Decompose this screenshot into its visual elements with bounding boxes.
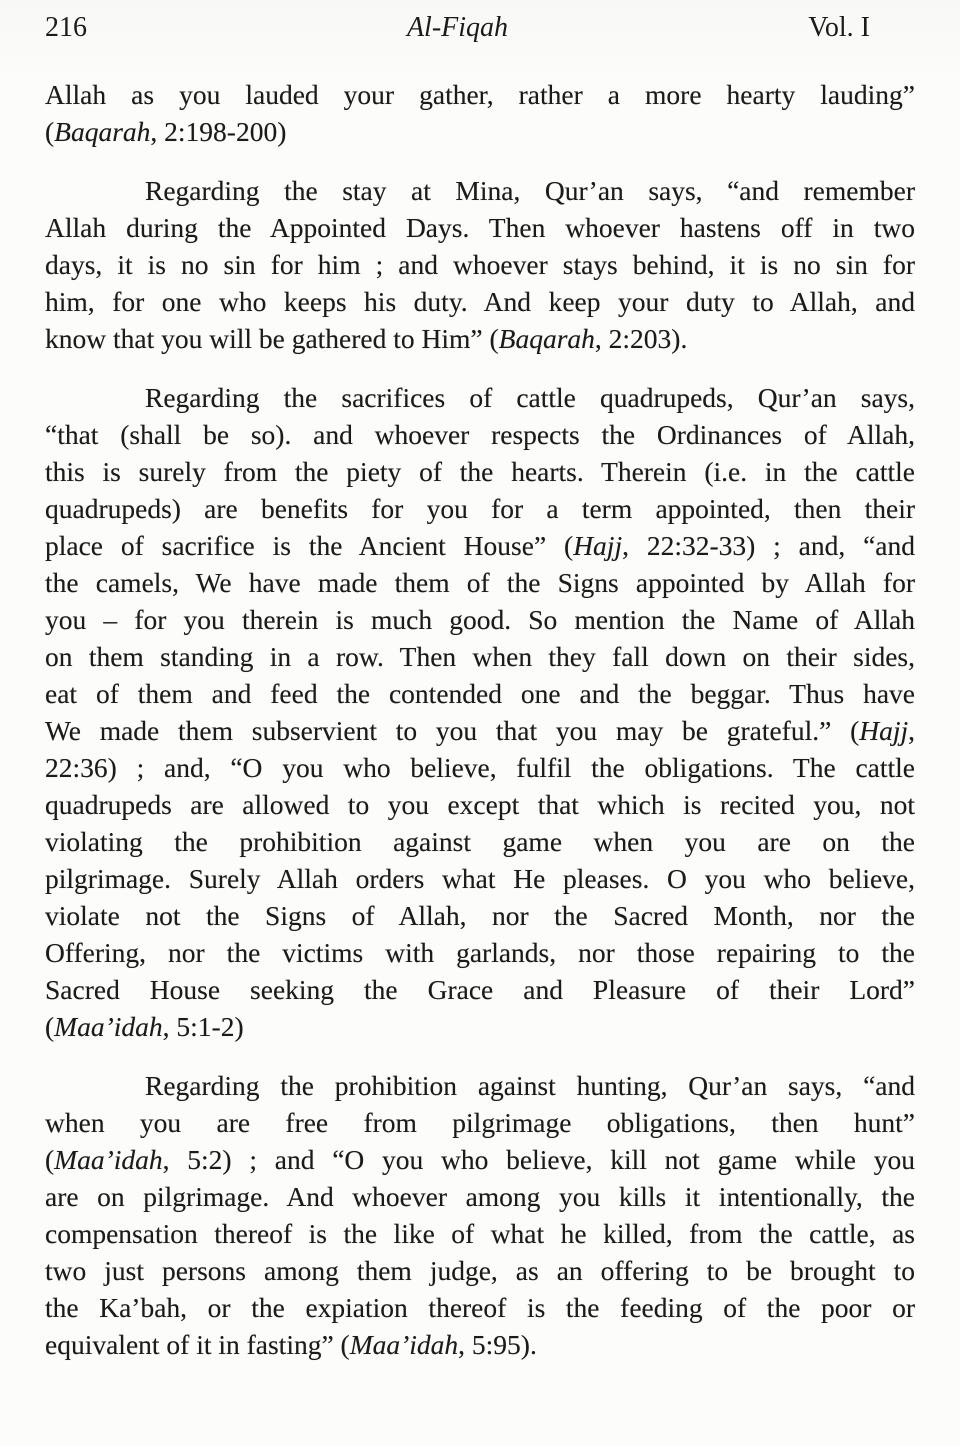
text-run: him, for one who keeps his duty. And keep your duty to Allah, and — [45, 286, 915, 317]
text-line — [45, 113, 915, 150]
citation-source: Maa’idah — [349, 1329, 459, 1360]
text-run: eat of them and feed the contended one and the beggar. Thus have — [45, 678, 915, 709]
text-line — [45, 860, 915, 897]
paragraph — [45, 1067, 915, 1363]
text-run: compensation thereof is the like of what he killed, from the cattle, as — [45, 1218, 915, 1249]
text-line — [45, 209, 915, 246]
text-run: pilgrimage. Surely Allah orders what He pleases. O you who believe, — [45, 863, 915, 894]
text-run: Offering, nor the victims with garlands, nor those repairing to the — [45, 937, 915, 968]
paragraph — [45, 76, 915, 150]
text-line — [45, 1104, 915, 1141]
text-line — [45, 320, 915, 357]
text-line — [45, 601, 915, 638]
text-run: this is surely from the piety of the hearts. Therein (i.e. in the cattle — [45, 456, 915, 487]
text-line — [45, 172, 915, 209]
paragraph — [45, 172, 915, 357]
text-line — [45, 527, 915, 564]
text-line — [45, 1008, 915, 1045]
text-line — [45, 490, 915, 527]
citation-source: Hajj — [859, 715, 909, 746]
text-run: 22:36) ; and, “O you who believe, fulfil the obligations. The cattle — [45, 752, 915, 783]
page-number: 216 — [45, 12, 87, 43]
text-line — [45, 749, 915, 786]
page-header — [45, 10, 915, 46]
text-run: , — [908, 715, 915, 746]
paragraph — [45, 379, 915, 1045]
text-run: Allah during the Appointed Days. Then whoever hastens off in two — [45, 212, 915, 243]
text-run: We made them subservient to you that you may be grateful.” ( — [45, 715, 860, 746]
text-run: , 2:203). — [594, 323, 688, 354]
text-run: , 5:95). — [458, 1329, 537, 1360]
text-line — [45, 453, 915, 490]
text-line — [45, 76, 915, 113]
text-line — [45, 712, 915, 749]
text-line — [45, 283, 915, 320]
text-run: Regarding the sacrifices of cattle quadrupeds, Qur’an says, — [145, 382, 915, 413]
text-run: ( — [45, 1144, 55, 1175]
text-run: quadrupeds are allowed to you except that which is recited you, not — [45, 789, 915, 820]
text-line — [45, 675, 915, 712]
text-run: two just persons among them judge, as an offering to be brought to — [45, 1255, 915, 1286]
text-run: when you are free from pilgrimage obligations, then hunt” — [45, 1107, 915, 1138]
text-run: , 22:32-33) ; and, “and — [622, 530, 915, 561]
text-run: Regarding the prohibition against hunting, Qur’an says, “and — [145, 1070, 915, 1101]
text-run: Allah as you lauded your gather, rather a more hearty lauding” — [45, 79, 915, 110]
text-run: the Ka’bah, or the expiation thereof is the feeding of the poor or — [45, 1292, 915, 1323]
text-run: equivalent of it in fasting” ( — [45, 1329, 350, 1360]
text-line — [45, 934, 915, 971]
text-line — [45, 379, 915, 416]
citation-source: Baqarah — [54, 116, 151, 147]
text-run: ( — [45, 1011, 55, 1042]
text-line — [45, 823, 915, 860]
text-run: ( — [45, 116, 55, 147]
text-line — [45, 246, 915, 283]
text-run: Regarding the stay at Mina, Qur’an says, “and remember — [145, 175, 915, 206]
text-line — [45, 1326, 915, 1363]
text-line — [45, 897, 915, 934]
text-run: , 5:1-2) — [162, 1011, 244, 1042]
text-run: you – for you therein is much good. So mention the Name of Allah — [45, 604, 915, 635]
text-run: “that (shall be so). and whoever respects the Ordinances of Allah, — [45, 419, 915, 450]
page-body — [45, 76, 915, 1363]
text-run: violate not the Signs of Allah, nor the Sacred Month, nor the — [45, 900, 915, 931]
text-line — [45, 1178, 915, 1215]
volume-label: Vol. I — [808, 12, 870, 43]
text-line — [45, 1215, 915, 1252]
text-run: quadrupeds) are benefits for you for a term appointed, then their — [45, 493, 915, 524]
text-run: violating the prohibition against game when you are on the — [45, 826, 915, 857]
text-line — [45, 1252, 915, 1289]
text-run: , 5:2) ; and “O you who believe, kill not game while you — [162, 1144, 915, 1175]
text-run: on them standing in a row. Then when they fall down on their sides, — [45, 641, 915, 672]
text-run: the camels, We have made them of the Signs appointed by Allah for — [45, 567, 915, 598]
text-line — [45, 638, 915, 675]
citation-source: Maa’idah — [54, 1011, 163, 1042]
text-run: Sacred House seeking the Grace and Pleasure of their Lord” — [45, 974, 915, 1005]
text-line — [45, 786, 915, 823]
text-line — [45, 1067, 915, 1104]
text-line — [45, 971, 915, 1008]
citation-source: Hajj — [573, 530, 623, 561]
text-run: days, it is no sin for him ; and whoever stays behind, it is no sin for — [45, 249, 915, 280]
text-run: place of sacrifice is the Ancient House” ( — [45, 530, 574, 561]
text-line — [45, 564, 915, 601]
text-line — [45, 1141, 915, 1178]
book-title: Al-Fiqah — [406, 12, 509, 43]
text-line — [45, 1289, 915, 1326]
citation-source: Baqarah — [498, 323, 595, 354]
text-run: , 2:198-200) — [150, 116, 287, 147]
citation-source: Maa’idah — [54, 1144, 163, 1175]
text-line — [45, 416, 915, 453]
text-run: are on pilgrimage. And whoever among you kills it intentionally, the — [45, 1181, 915, 1212]
text-run: know that you will be gathered to Him” ( — [45, 323, 499, 354]
